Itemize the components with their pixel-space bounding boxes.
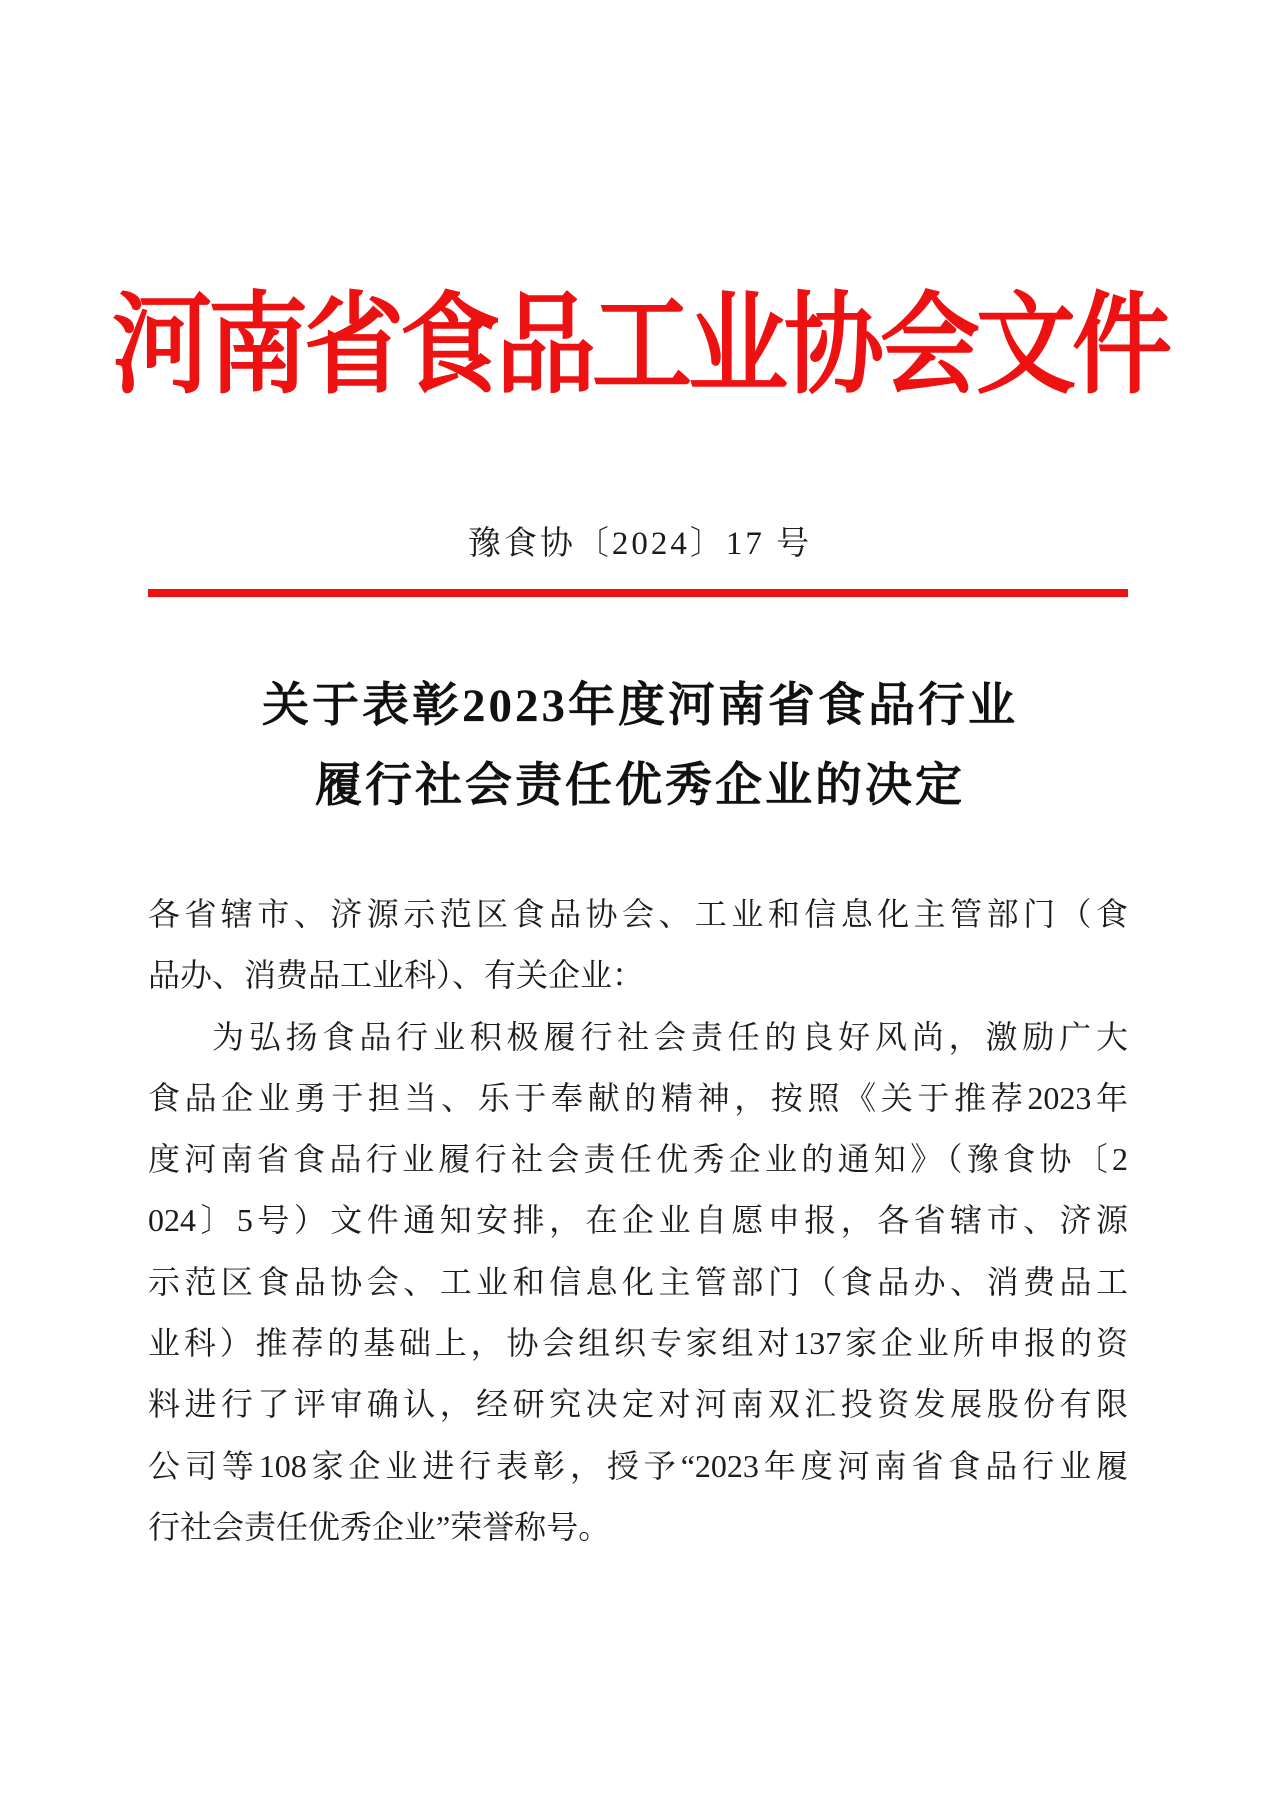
document-body [148,884,1128,1558]
body-line: 示范区食品协会、工业和信息化主管部门（食品办、消费品工 [148,1263,1128,1300]
red-divider-line [148,589,1128,597]
body-line: 各省辖市、济源示范区食品协会、工业和信息化主管部门（食 [148,896,1128,932]
body-line: 行社会责任优秀企业”荣誉称号。 [148,1508,611,1545]
body-line: 度河南省食品行业履行社会责任优秀企业的通知》（豫食协〔2 [148,1141,1128,1178]
body-line: 为弘扬食品行业积极履行社会责任的良好风尚，激励广大 [212,1018,1128,1055]
document-title [0,666,1280,826]
body-line: 品办、消费品工业科）、有关企业： [148,957,645,994]
org-header-title: 河南省食品工业协会文件 [112,285,1168,408]
document-title-line-2: 履行社会责任优秀企业的决定 [315,760,965,812]
body-line: 024〕5号）文件通知安排，在企业自愿申报，各省辖市、济源 [148,1202,1128,1239]
body-line: 业科）推荐的基础上，协会组织专家组对137家企业所申报的资 [148,1325,1128,1362]
document-title-line-1: 关于表彰2023年度河南省食品行业 [262,680,1018,732]
body-line: 食品企业勇于担当、乐于奉献的精神，按照《关于推荐2023年 [148,1079,1128,1116]
document-number: 豫食协〔2024〕17 号 [467,526,813,562]
body-line: 料进行了评审确认，经研究决定对河南双汇投资发展股份有限 [148,1386,1128,1423]
body-line: 公司等108家企业进行表彰，授予“2023年度河南省食品行业履 [148,1447,1128,1484]
